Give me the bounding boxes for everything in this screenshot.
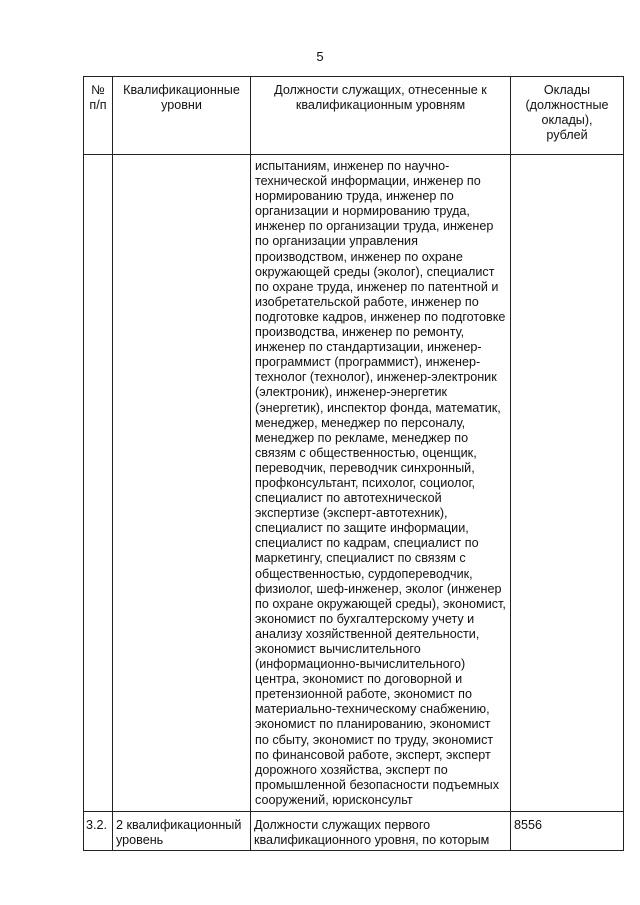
positions-text-line: профконсультант, психолог, социолог, [255, 475, 476, 490]
cell-positions [251, 812, 511, 851]
positions-text-line: технической информации, инженер по [255, 174, 481, 189]
positions-text-line: нормированию труда, инженер по [255, 189, 454, 204]
header-num-line: № [91, 83, 105, 97]
cell-level-empty [113, 155, 251, 812]
cell-level-line: 2 квалификационный [116, 818, 242, 833]
positions-text-line: (электроник), инженер-энергетик [255, 385, 447, 400]
positions-text-line: по охране окружающей среды), экономист, [255, 596, 506, 611]
positions-text-line: по сбыту, экономист по труду, экономист [255, 732, 494, 747]
positions-text-line: изобретательской работе, инженер по [255, 294, 479, 309]
header-salary [511, 77, 624, 155]
header-level-line: уровни [161, 98, 202, 113]
cell-salary: 8556 [511, 812, 624, 851]
cell-level [113, 812, 251, 851]
header-num [84, 77, 113, 155]
positions-text-line: промышленной безопасности подъемных [255, 777, 500, 792]
positions-text-line: центра, экономист по договорной и [255, 672, 463, 687]
positions-text-line: (энергетик), инспектор фонда, математик, [255, 400, 501, 415]
header-positions-line: квалификационным уровням [295, 98, 466, 113]
positions-text-line: специалист по защите информации, [255, 521, 469, 536]
cell-num-empty [84, 155, 113, 812]
positions-text-line: специалист по кадрам, специалист по [255, 536, 479, 551]
positions-text-line: менеджер, менеджер по персоналу, [255, 415, 466, 430]
header-salary-line: Оклады [543, 83, 591, 97]
header-salary-line: (должностные [525, 98, 609, 113]
positions-text-line: организации и нормированию труда, [255, 204, 470, 219]
positions-text-line: по финансовой работе, эксперт, эксперт [255, 747, 491, 762]
positions-text-line: технолог (технолог), инженер-электроник [255, 370, 497, 385]
positions-text-line: физиолог, шеф-инженер, эколог (инженер [255, 581, 502, 596]
table-header-row [84, 77, 624, 155]
header-positions-line: Должности служащих, отнесенные к [274, 83, 487, 97]
positions-text-line: специалист по автотехнической [255, 491, 442, 506]
positions-text-line: анализу хозяйственной деятельности, [255, 626, 480, 641]
cell-positions-continuation [251, 155, 511, 812]
positions-text-line: программист (программист), инженер- [255, 355, 481, 370]
positions-text-line: экономист по планированию, экономист [255, 717, 491, 732]
positions-text-line: экономист вычислительного [255, 642, 421, 656]
cell-positions-line: квалификационного уровня, по которым [254, 833, 490, 848]
positions-text-line: маркетингу, специалист по связям с [255, 551, 466, 566]
positions-text-line: дорожного хозяйства, эксперт по [255, 762, 448, 777]
positions-text-line: подготовке кадров, инженер по подготовке [255, 309, 506, 324]
positions-text-line: (информационно-вычислительного) [255, 657, 466, 672]
page-number: 5 [316, 49, 324, 64]
header-num-line: п/п [89, 98, 107, 113]
positions-text-line: инженер по организации труда, инженер [255, 219, 494, 234]
table-row-continuation [84, 155, 624, 812]
cell-num: 3.2. [84, 812, 113, 851]
positions-text-line: претензионной работе, экономист по [255, 687, 472, 702]
positions-text-line: экспертизе (эксперт-автотехник), [255, 506, 448, 521]
positions-text-line: окружающей среды (эколог), специалист [255, 264, 495, 279]
table-row-3-2 [84, 812, 624, 851]
positions-text-line: переводчик, переводчик синхронный, [255, 460, 475, 475]
header-salary-line: оклады), [541, 113, 593, 128]
cell-positions-line: Должности служащих первого [254, 818, 431, 833]
positions-text-line: производством, инженер по охране [255, 249, 463, 264]
positions-text-line: общественностью, сурдопереводчик, [255, 566, 473, 581]
positions-text-line: материально-техническому снабжению, [255, 702, 490, 717]
positions-text-line: испытаниям, инженер по научно- [255, 159, 450, 173]
header-salary-line: рублей [546, 128, 588, 143]
positions-text-line: сооружений, юрисконсульт [255, 792, 413, 807]
positions-text-line: инженер по стандартизации, инженер- [255, 340, 482, 355]
header-level-line: Квалификационные [123, 83, 240, 97]
positions-text-line: по охране труда, инженер по патентной и [255, 279, 499, 294]
positions-text-line: производства, инженер по ремонту, [255, 325, 465, 340]
positions-text-line: по организации управления [255, 234, 418, 249]
header-level [113, 77, 251, 155]
cell-level-line: уровень [116, 833, 164, 848]
positions-text-line: менеджер по рекламе, менеджер по [255, 430, 469, 445]
header-positions [251, 77, 511, 155]
salary-table [83, 76, 624, 851]
positions-text-line: связям с общественностью, оценщик, [255, 445, 477, 460]
positions-text-line: экономист по бухгалтерскому учету и [255, 611, 475, 626]
cell-salary-empty [511, 155, 624, 812]
